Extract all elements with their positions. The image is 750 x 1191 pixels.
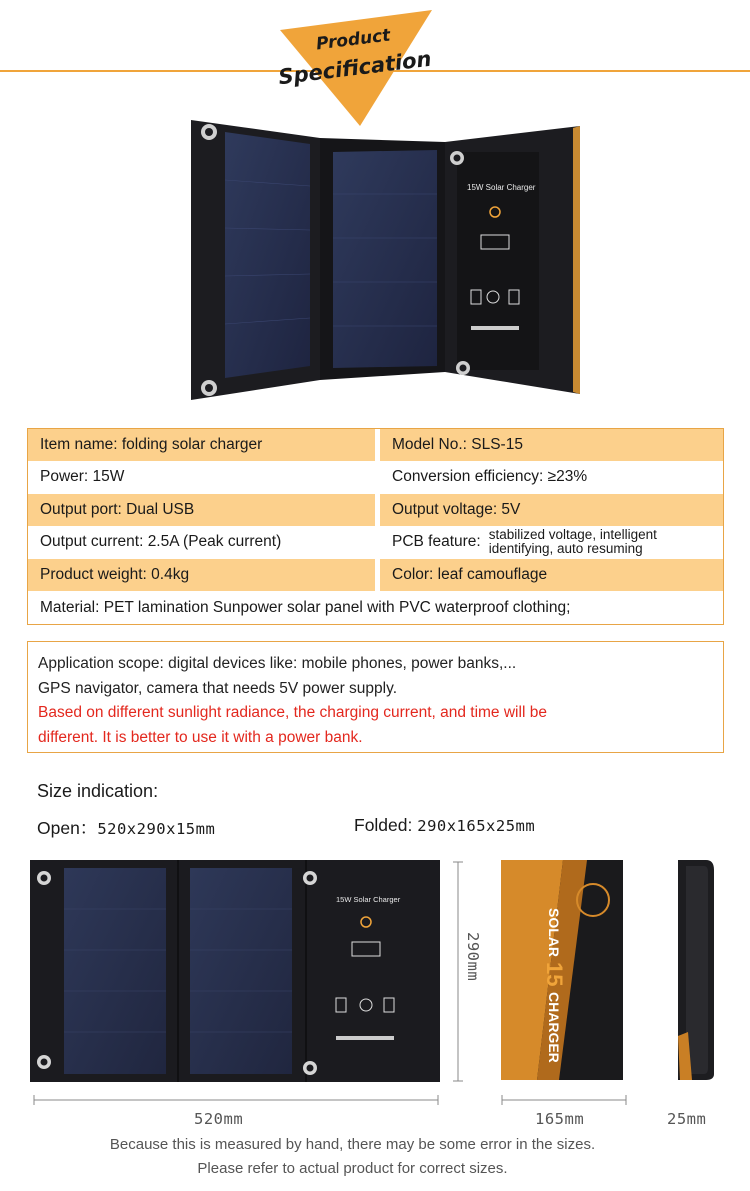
application-box (27, 641, 724, 753)
folded-text-bottom: CHARGER (546, 992, 562, 1063)
width-label: 520mm (194, 1110, 244, 1128)
spec-output-voltage: Output voltage: 5V (380, 494, 723, 526)
spec-table (27, 428, 724, 625)
pcb-feature-line2: identifying, auto resuming (488, 541, 643, 557)
thickness-label: 25mm (667, 1110, 707, 1128)
spec-color: Color: leaf camouflage (380, 559, 723, 591)
charger-label: 15W Solar Charger (467, 183, 536, 192)
note-line1: Because this is measured by hand, there may be some error in the sizes. (109, 1136, 596, 1153)
header-title-line2: Specification (277, 46, 433, 90)
header-title-line1: Product (315, 25, 392, 55)
spec-output-port: Output port: Dual USB (28, 494, 375, 526)
spec-row (28, 494, 723, 527)
height-label: 290mm (464, 932, 482, 982)
product-photo (185, 110, 585, 410)
side-view-image (668, 856, 720, 1084)
folded-size-label: Folded: (354, 815, 418, 835)
spec-output-current: Output current: 2.5A (Peak current) (28, 527, 375, 559)
folded-text-top: SOLAR (546, 908, 562, 957)
spec-row (28, 592, 723, 625)
warning-line2: different. It is better to use it with a power bank. (38, 728, 363, 746)
application-line2: GPS navigator, camera that needs 5V power supply. (38, 679, 397, 697)
spec-row (28, 462, 723, 495)
spec-power: Power: 15W (28, 462, 375, 494)
spec-pcb-feature (380, 527, 723, 559)
spec-product-weight: Product weight: 0.4kg (28, 559, 375, 591)
folded-text-mid: 15 (542, 962, 567, 987)
application-line1: Application scope: digital devices like: mobile phones, power banks,... (38, 655, 517, 672)
warning-line1: Based on different sunlight radiance, the charging current, and time will be (38, 704, 547, 721)
open-size-value: 520x290x15mm (97, 820, 216, 838)
open-size (37, 815, 215, 840)
pcb-feature-label: PCB feature: (392, 533, 481, 551)
spec-material: Material: PET lamination Sunpower solar panel with PVC waterproof clothing; (28, 592, 723, 625)
spec-model-no: Model No.: SLS-15 (380, 429, 723, 461)
size-title: Size indication: (37, 781, 159, 801)
open-panel-image (28, 856, 443, 1088)
spec-row (28, 559, 723, 592)
spec-item-name: Item name: folding solar charger (28, 429, 375, 461)
pcb-feature-line1: stabilized voltage, intelligent (488, 527, 657, 543)
folded-panel-image (497, 856, 627, 1084)
spec-conversion-efficiency: Conversion efficiency: ≥23% (380, 462, 723, 494)
spec-row (28, 429, 723, 462)
folded-size (354, 815, 535, 836)
open-size-label: Open： (37, 818, 98, 838)
folded-size-value: 290x165x25mm (417, 817, 536, 835)
folded-width-label: 165mm (535, 1110, 585, 1128)
pcb-feature-value (489, 528, 657, 556)
spec-row (28, 527, 723, 560)
open-panel-charger-label: 15W Solar Charger (336, 895, 401, 904)
note-line2: Please refer to actual product for correct sizes. (197, 1160, 508, 1177)
